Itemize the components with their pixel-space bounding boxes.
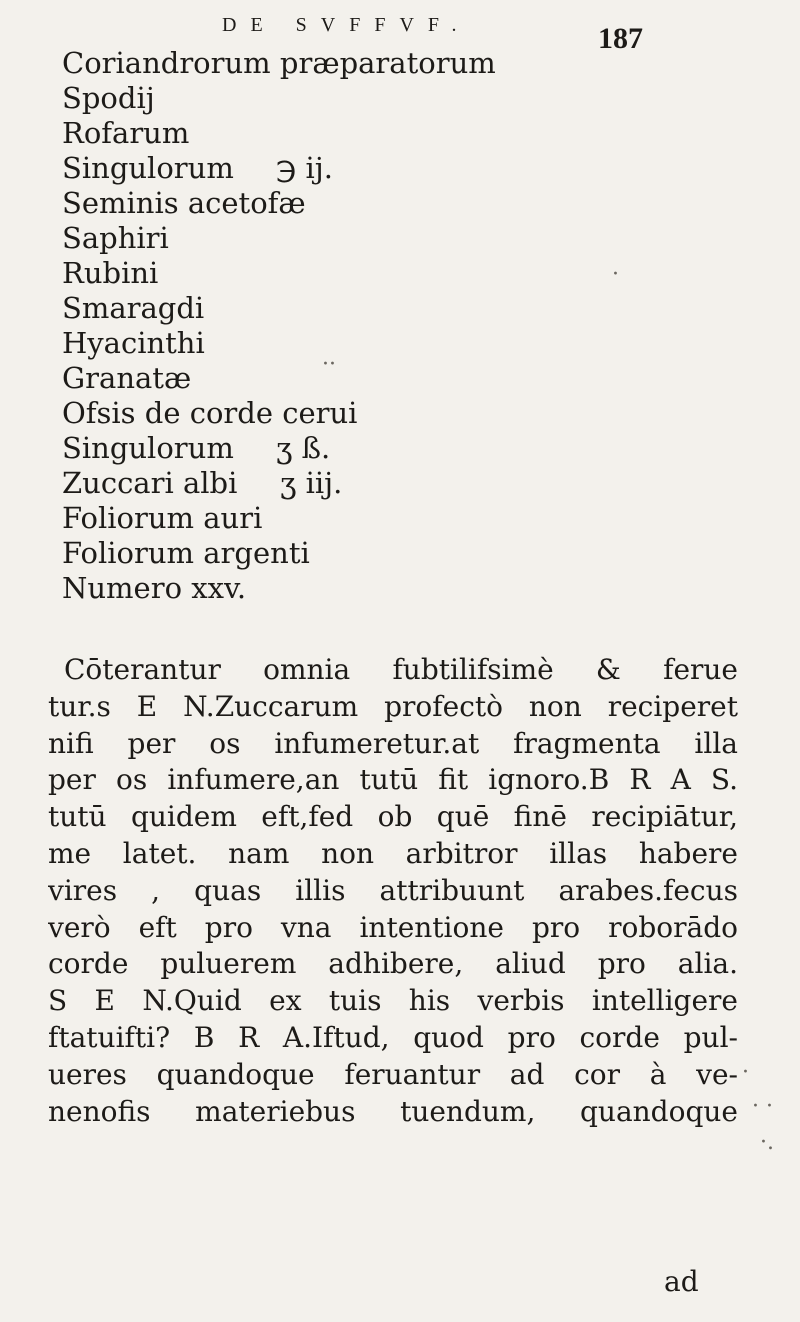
catchword: ad: [664, 1265, 699, 1298]
ingredient-name: Hyacinthi: [62, 326, 205, 360]
recipe-row: [62, 361, 622, 396]
recipe-row: [62, 466, 622, 501]
recipe-row: [62, 256, 622, 291]
recipe-row: [62, 221, 622, 256]
ink-speck: ·: [742, 1060, 749, 1085]
text-line: ueres quandoque feruantur ad cor à ve-: [48, 1057, 738, 1091]
ingredient-quantity: ℈ ij.: [276, 151, 333, 185]
ingredient-name: Spodij: [62, 81, 155, 115]
recipe-list: [62, 46, 622, 606]
recipe-row: [62, 46, 622, 81]
recipe-row: [62, 536, 622, 571]
recipe-row: [62, 326, 622, 361]
ingredient-name: Singulorum: [62, 431, 234, 465]
text-line: Cōterantur omnia fubtilifsimè & ferue: [64, 653, 738, 686]
recipe-row: [62, 291, 622, 326]
recipe-row: [62, 186, 622, 221]
ingredient-name: Foliorum auri: [62, 501, 263, 535]
ingredient-name: Foliorum argenti: [62, 536, 310, 570]
text-line: S E N.Quid ex tuis his verbis intelligere: [48, 984, 738, 1018]
running-head: DE SVFFVF.: [222, 14, 471, 36]
ingredient-name: Saphiri: [62, 221, 169, 255]
ingredient-name: Rofarum: [62, 116, 190, 150]
ingredient-quantity: ʒ iij.: [280, 466, 343, 500]
ingredient-name: Coriandrorum præparatorum: [62, 46, 496, 80]
ingredient-name: Smaragdi: [62, 291, 205, 325]
recipe-row: [62, 571, 622, 606]
ingredient-name: Granatæ: [62, 361, 192, 395]
text-line: tutū quidem eft,fed ob quē finē recipiātur,: [48, 800, 738, 834]
recipe-row: [62, 151, 622, 186]
ingredient-name: Rubini: [62, 256, 159, 290]
text-line: tur.s E N.Zuccarum profectò non reciperet: [48, 689, 738, 723]
text-line: per os infumere,an tutū fit ignoro.B R A S.: [48, 763, 738, 797]
recipe-row: [62, 431, 622, 466]
text-line: nenofis materiebus tuendum, quandoque: [48, 1094, 738, 1128]
text-line: verò eft pro vna intentione pro roborādo: [48, 910, 738, 944]
recipe-row: [62, 81, 622, 116]
ingredient-name: Ofsis de corde cerui: [62, 396, 358, 430]
ink-speck: ··: [322, 352, 336, 377]
ingredient-quantity: ʒ ß.: [276, 431, 331, 465]
text-line: vires , quas illis attribuunt arabes.fecus: [48, 873, 738, 907]
ink-speck: · ·: [752, 1094, 773, 1119]
ingredient-name: Numero xxv.: [62, 571, 247, 605]
body-text: [48, 652, 738, 1130]
text-line: me latet. nam non arbitror illas habere: [48, 836, 738, 870]
recipe-row: [62, 501, 622, 536]
recipe-row: [62, 116, 622, 151]
ingredient-name: Singulorum: [62, 151, 234, 185]
ingredient-name: Zuccari albi: [62, 466, 238, 500]
recipe-row: [62, 396, 622, 431]
text-line: corde puluerem adhibere, aliud pro alia.: [48, 947, 738, 981]
ink-speck: ·: [612, 262, 619, 287]
page-number: 187: [598, 22, 643, 55]
ink-speck: ·.: [760, 1130, 774, 1155]
ingredient-name: Seminis acetofæ: [62, 186, 306, 220]
text-line: nifi per os infumeretur.at fragmenta illa: [48, 726, 738, 760]
text-line: ftatuifti? B R A.Iftud, quod pro corde pul-: [48, 1020, 738, 1054]
